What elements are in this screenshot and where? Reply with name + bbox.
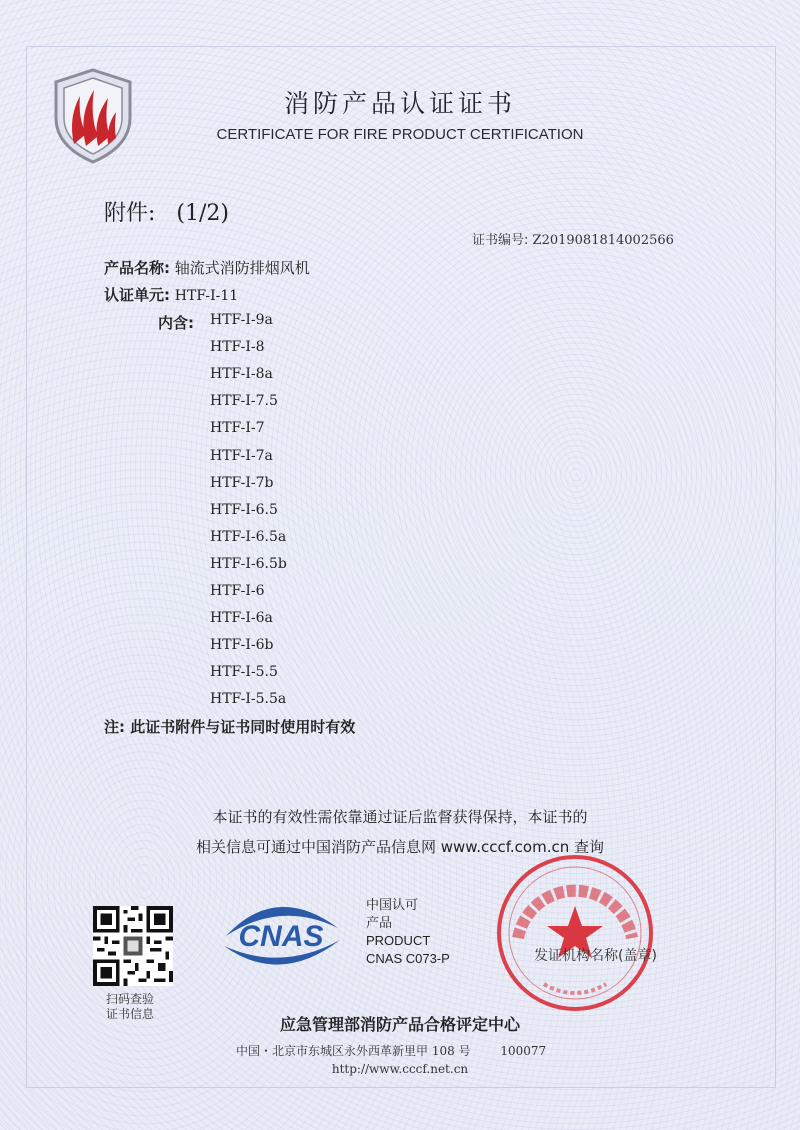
product-name-row [104,257,310,278]
accreditation-line-3: PRODUCT [366,933,431,948]
attachment-page: (1/2) [176,201,229,226]
validity-line-2: 相关信息可通过中国消防产品信息网 www.cccf.com.cn 查询 [196,838,604,856]
attachment-text: 附件: [104,201,156,226]
model-item: HTF-I-6.5a [210,528,287,545]
cert-unit-label: 认证单元: [104,286,170,304]
model-item: HTF-I-6.5b [210,555,287,572]
accreditation-line-4: CNAS C073-P [366,951,450,966]
model-item: HTF-I-6.5 [210,501,278,518]
website-link[interactable]: http://www.cccf.net.cn [331,1062,469,1076]
certificate-number-label: 证书编号: [472,233,529,248]
title-chinese: 消防产品认证证书 [283,89,516,118]
qr-caption-line-1: 扫码查验 [105,992,154,1006]
product-name-label: 产品名称: [104,259,170,277]
issuer-label: 发证机构名称(盖章) [534,948,657,964]
accreditation-line-1: 中国认可 [366,897,419,912]
model-item: HTF-I-7a [210,447,273,464]
official-seal [494,852,656,1014]
certificate-number-value: Z2019081814002566 [532,233,674,248]
model-item: HTF-I-7b [210,474,274,491]
validity-line-1: 本证书的有效性需依靠通过证后监督获得保持，本证书的 [212,808,588,826]
attachment-label [104,196,229,227]
address-text: 中国・北京市东城区永外西革新里甲 108 号 [236,1044,471,1058]
validity-note: 注: 此证书附件与证书同时使用时有效 [104,718,356,736]
model-item: HTF-I-7.5 [210,393,278,410]
model-item: HTF-I-5.5 [210,664,278,681]
model-item: HTF-I-8 [210,339,265,356]
model-item: HTF-I-7 [210,420,265,437]
cert-unit-row [104,284,238,305]
includes-row [158,312,194,333]
postal-code: 100077 [500,1044,547,1058]
qr-code[interactable] [93,906,173,986]
model-item: HTF-I-6b [210,637,274,654]
includes-label: 内含: [158,314,194,332]
model-item: HTF-I-9a [210,312,273,328]
accreditation-text [366,896,450,968]
model-item: HTF-I-5.5a [210,691,287,708]
model-item: HTF-I-8a [210,366,273,383]
product-name-value: 轴流式消防排烟风机 [174,259,310,277]
qr-caption-line-2: 证书信息 [105,1007,154,1021]
certificate-number [472,229,674,248]
cnas-logo [216,888,346,978]
issuing-center-name: 应急管理部消防产品合格评定中心 [279,1015,520,1034]
model-item: HTF-I-6 [210,583,265,599]
model-item: HTF-I-6a [210,610,273,627]
accreditation-line-2: 产品 [366,915,393,930]
cert-unit-value: HTF-I-11 [174,288,239,304]
title-english: CERTIFICATE FOR FIRE PRODUCT CERTIFICATION [216,126,584,143]
cnas-logo-text: CNAS [238,920,324,953]
address [236,1042,546,1059]
